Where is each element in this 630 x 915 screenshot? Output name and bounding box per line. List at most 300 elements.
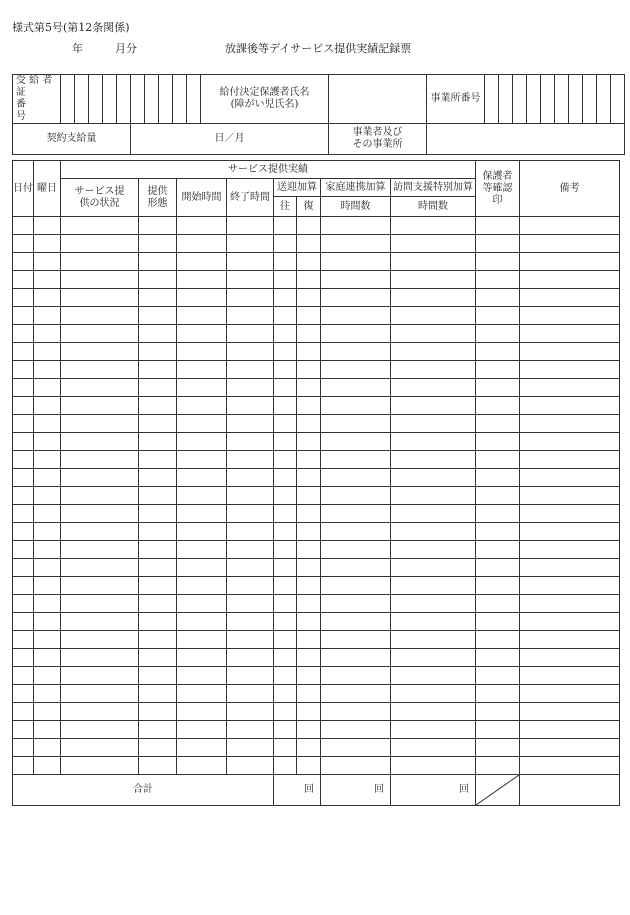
provision-form-cell[interactable] bbox=[139, 757, 177, 775]
family-hours-cell[interactable] bbox=[321, 343, 391, 361]
visit-hours-cell[interactable] bbox=[391, 271, 476, 289]
end-time-cell[interactable] bbox=[227, 343, 274, 361]
end-time-cell[interactable] bbox=[227, 271, 274, 289]
provision-form-cell[interactable] bbox=[139, 307, 177, 325]
remarks-cell[interactable] bbox=[520, 343, 620, 361]
provision-form-cell[interactable] bbox=[139, 541, 177, 559]
visit-hours-cell[interactable] bbox=[391, 595, 476, 613]
family-hours-cell[interactable] bbox=[321, 289, 391, 307]
start-time-cell[interactable] bbox=[177, 487, 227, 505]
date-cell[interactable] bbox=[13, 271, 34, 289]
guardian-confirm-cell[interactable] bbox=[476, 217, 520, 235]
date-cell[interactable] bbox=[13, 739, 34, 757]
office-number-digit[interactable] bbox=[485, 75, 499, 124]
outbound-cell[interactable] bbox=[274, 505, 297, 523]
date-cell[interactable] bbox=[13, 631, 34, 649]
weekday-cell[interactable] bbox=[34, 289, 61, 307]
start-time-cell[interactable] bbox=[177, 613, 227, 631]
return-cell[interactable] bbox=[297, 613, 321, 631]
provision-form-cell[interactable] bbox=[139, 721, 177, 739]
date-cell[interactable] bbox=[13, 541, 34, 559]
date-cell[interactable] bbox=[13, 361, 34, 379]
remarks-cell[interactable] bbox=[520, 379, 620, 397]
office-number-digit[interactable] bbox=[597, 75, 611, 124]
provision-form-cell[interactable] bbox=[139, 379, 177, 397]
date-cell[interactable] bbox=[13, 433, 34, 451]
start-time-cell[interactable] bbox=[177, 307, 227, 325]
family-hours-cell[interactable] bbox=[321, 325, 391, 343]
remarks-cell[interactable] bbox=[520, 397, 620, 415]
guardian-confirm-cell[interactable] bbox=[476, 289, 520, 307]
guardian-confirm-cell[interactable] bbox=[476, 541, 520, 559]
recipient-number-digit[interactable] bbox=[187, 75, 201, 124]
date-cell[interactable] bbox=[13, 685, 34, 703]
recipient-number-digit[interactable] bbox=[103, 75, 117, 124]
office-number-digit[interactable] bbox=[541, 75, 555, 124]
remarks-cell[interactable] bbox=[520, 253, 620, 271]
visit-hours-cell[interactable] bbox=[391, 361, 476, 379]
provision-form-cell[interactable] bbox=[139, 595, 177, 613]
end-time-cell[interactable] bbox=[227, 217, 274, 235]
date-cell[interactable] bbox=[13, 505, 34, 523]
weekday-cell[interactable] bbox=[34, 505, 61, 523]
recipient-number-digit[interactable] bbox=[75, 75, 89, 124]
end-time-cell[interactable] bbox=[227, 289, 274, 307]
office-number-digit[interactable] bbox=[513, 75, 527, 124]
visit-hours-cell[interactable] bbox=[391, 505, 476, 523]
outbound-cell[interactable] bbox=[274, 487, 297, 505]
date-cell[interactable] bbox=[13, 487, 34, 505]
weekday-cell[interactable] bbox=[34, 235, 61, 253]
provision-form-cell[interactable] bbox=[139, 325, 177, 343]
service-status-cell[interactable] bbox=[61, 379, 139, 397]
family-hours-cell[interactable] bbox=[321, 613, 391, 631]
provision-form-cell[interactable] bbox=[139, 253, 177, 271]
date-cell[interactable] bbox=[13, 667, 34, 685]
date-cell[interactable] bbox=[13, 451, 34, 469]
remarks-cell[interactable] bbox=[520, 235, 620, 253]
return-cell[interactable] bbox=[297, 235, 321, 253]
remarks-cell[interactable] bbox=[520, 667, 620, 685]
visit-hours-cell[interactable] bbox=[391, 253, 476, 271]
end-time-cell[interactable] bbox=[227, 595, 274, 613]
return-cell[interactable] bbox=[297, 685, 321, 703]
end-time-cell[interactable] bbox=[227, 325, 274, 343]
date-cell[interactable] bbox=[13, 217, 34, 235]
family-hours-cell[interactable] bbox=[321, 559, 391, 577]
outbound-cell[interactable] bbox=[274, 523, 297, 541]
end-time-cell[interactable] bbox=[227, 523, 274, 541]
guardian-confirm-cell[interactable] bbox=[476, 577, 520, 595]
remarks-cell[interactable] bbox=[520, 307, 620, 325]
recipient-number-digit[interactable] bbox=[89, 75, 103, 124]
outbound-cell[interactable] bbox=[274, 739, 297, 757]
visit-hours-cell[interactable] bbox=[391, 739, 476, 757]
outbound-cell[interactable] bbox=[274, 703, 297, 721]
start-time-cell[interactable] bbox=[177, 235, 227, 253]
provision-form-cell[interactable] bbox=[139, 415, 177, 433]
start-time-cell[interactable] bbox=[177, 271, 227, 289]
service-status-cell[interactable] bbox=[61, 397, 139, 415]
remarks-cell[interactable] bbox=[520, 523, 620, 541]
outbound-cell[interactable] bbox=[274, 721, 297, 739]
service-status-cell[interactable] bbox=[61, 739, 139, 757]
service-status-cell[interactable] bbox=[61, 253, 139, 271]
family-hours-cell[interactable] bbox=[321, 361, 391, 379]
provision-form-cell[interactable] bbox=[139, 505, 177, 523]
end-time-cell[interactable] bbox=[227, 451, 274, 469]
remarks-cell[interactable] bbox=[520, 415, 620, 433]
start-time-cell[interactable] bbox=[177, 541, 227, 559]
office-number-digit[interactable] bbox=[611, 75, 625, 124]
weekday-cell[interactable] bbox=[34, 451, 61, 469]
service-status-cell[interactable] bbox=[61, 217, 139, 235]
return-cell[interactable] bbox=[297, 577, 321, 595]
service-status-cell[interactable] bbox=[61, 235, 139, 253]
outbound-cell[interactable] bbox=[274, 577, 297, 595]
return-cell[interactable] bbox=[297, 631, 321, 649]
outbound-cell[interactable] bbox=[274, 325, 297, 343]
date-cell[interactable] bbox=[13, 559, 34, 577]
guardian-confirm-cell[interactable] bbox=[476, 649, 520, 667]
remarks-cell[interactable] bbox=[520, 577, 620, 595]
family-hours-cell[interactable] bbox=[321, 577, 391, 595]
provision-form-cell[interactable] bbox=[139, 739, 177, 757]
outbound-cell[interactable] bbox=[274, 649, 297, 667]
office-number-digit[interactable] bbox=[527, 75, 541, 124]
contract-amount-field[interactable] bbox=[131, 124, 329, 155]
service-status-cell[interactable] bbox=[61, 541, 139, 559]
visit-hours-cell[interactable] bbox=[391, 307, 476, 325]
outbound-cell[interactable] bbox=[274, 451, 297, 469]
end-time-cell[interactable] bbox=[227, 469, 274, 487]
date-cell[interactable] bbox=[13, 649, 34, 667]
guardian-confirm-cell[interactable] bbox=[476, 613, 520, 631]
office-number-digit[interactable] bbox=[583, 75, 597, 124]
return-cell[interactable] bbox=[297, 433, 321, 451]
visit-hours-cell[interactable] bbox=[391, 721, 476, 739]
weekday-cell[interactable] bbox=[34, 559, 61, 577]
start-time-cell[interactable] bbox=[177, 739, 227, 757]
visit-hours-cell[interactable] bbox=[391, 685, 476, 703]
family-hours-cell[interactable] bbox=[321, 739, 391, 757]
outbound-cell[interactable] bbox=[274, 469, 297, 487]
end-time-cell[interactable] bbox=[227, 685, 274, 703]
date-cell[interactable] bbox=[13, 307, 34, 325]
provision-form-cell[interactable] bbox=[139, 217, 177, 235]
end-time-cell[interactable] bbox=[227, 487, 274, 505]
family-hours-cell[interactable] bbox=[321, 631, 391, 649]
recipient-number-digit[interactable] bbox=[131, 75, 145, 124]
service-status-cell[interactable] bbox=[61, 523, 139, 541]
weekday-cell[interactable] bbox=[34, 397, 61, 415]
return-cell[interactable] bbox=[297, 343, 321, 361]
remarks-cell[interactable] bbox=[520, 739, 620, 757]
provision-form-cell[interactable] bbox=[139, 469, 177, 487]
remarks-cell[interactable] bbox=[520, 361, 620, 379]
guardian-confirm-cell[interactable] bbox=[476, 559, 520, 577]
service-status-cell[interactable] bbox=[61, 505, 139, 523]
service-status-cell[interactable] bbox=[61, 667, 139, 685]
start-time-cell[interactable] bbox=[177, 217, 227, 235]
end-time-cell[interactable] bbox=[227, 505, 274, 523]
guardian-confirm-cell[interactable] bbox=[476, 451, 520, 469]
end-time-cell[interactable] bbox=[227, 397, 274, 415]
service-status-cell[interactable] bbox=[61, 487, 139, 505]
family-hours-cell[interactable] bbox=[321, 433, 391, 451]
end-time-cell[interactable] bbox=[227, 721, 274, 739]
guardian-confirm-cell[interactable] bbox=[476, 235, 520, 253]
end-time-cell[interactable] bbox=[227, 307, 274, 325]
provision-form-cell[interactable] bbox=[139, 289, 177, 307]
weekday-cell[interactable] bbox=[34, 469, 61, 487]
service-status-cell[interactable] bbox=[61, 415, 139, 433]
outbound-cell[interactable] bbox=[274, 289, 297, 307]
visit-hours-cell[interactable] bbox=[391, 397, 476, 415]
family-hours-cell[interactable] bbox=[321, 271, 391, 289]
date-cell[interactable] bbox=[13, 253, 34, 271]
provision-form-cell[interactable] bbox=[139, 433, 177, 451]
return-cell[interactable] bbox=[297, 595, 321, 613]
guardian-confirm-cell[interactable] bbox=[476, 487, 520, 505]
visit-hours-cell[interactable] bbox=[391, 577, 476, 595]
weekday-cell[interactable] bbox=[34, 613, 61, 631]
visit-hours-cell[interactable] bbox=[391, 487, 476, 505]
provision-form-cell[interactable] bbox=[139, 397, 177, 415]
start-time-cell[interactable] bbox=[177, 523, 227, 541]
visit-hours-cell[interactable] bbox=[391, 757, 476, 775]
end-time-cell[interactable] bbox=[227, 541, 274, 559]
provision-form-cell[interactable] bbox=[139, 559, 177, 577]
return-cell[interactable] bbox=[297, 289, 321, 307]
guardian-confirm-cell[interactable] bbox=[476, 631, 520, 649]
start-time-cell[interactable] bbox=[177, 397, 227, 415]
service-status-cell[interactable] bbox=[61, 271, 139, 289]
provision-form-cell[interactable] bbox=[139, 577, 177, 595]
visit-hours-cell[interactable] bbox=[391, 703, 476, 721]
weekday-cell[interactable] bbox=[34, 631, 61, 649]
return-cell[interactable] bbox=[297, 253, 321, 271]
guardian-confirm-cell[interactable] bbox=[476, 469, 520, 487]
total-transport-count[interactable] bbox=[274, 775, 321, 806]
remarks-cell[interactable] bbox=[520, 559, 620, 577]
provision-form-cell[interactable] bbox=[139, 451, 177, 469]
weekday-cell[interactable] bbox=[34, 307, 61, 325]
guardian-confirm-cell[interactable] bbox=[476, 415, 520, 433]
service-status-cell[interactable] bbox=[61, 685, 139, 703]
remarks-cell[interactable] bbox=[520, 505, 620, 523]
remarks-cell[interactable] bbox=[520, 685, 620, 703]
service-status-cell[interactable] bbox=[61, 325, 139, 343]
remarks-cell[interactable] bbox=[520, 613, 620, 631]
outbound-cell[interactable] bbox=[274, 307, 297, 325]
return-cell[interactable] bbox=[297, 757, 321, 775]
remarks-cell[interactable] bbox=[520, 541, 620, 559]
outbound-cell[interactable] bbox=[274, 541, 297, 559]
family-hours-cell[interactable] bbox=[321, 487, 391, 505]
guardian-confirm-cell[interactable] bbox=[476, 523, 520, 541]
end-time-cell[interactable] bbox=[227, 235, 274, 253]
date-cell[interactable] bbox=[13, 343, 34, 361]
family-hours-cell[interactable] bbox=[321, 595, 391, 613]
return-cell[interactable] bbox=[297, 649, 321, 667]
return-cell[interactable] bbox=[297, 559, 321, 577]
service-status-cell[interactable] bbox=[61, 559, 139, 577]
start-time-cell[interactable] bbox=[177, 595, 227, 613]
return-cell[interactable] bbox=[297, 451, 321, 469]
return-cell[interactable] bbox=[297, 541, 321, 559]
guardian-confirm-cell[interactable] bbox=[476, 271, 520, 289]
visit-hours-cell[interactable] bbox=[391, 217, 476, 235]
end-time-cell[interactable] bbox=[227, 559, 274, 577]
outbound-cell[interactable] bbox=[274, 631, 297, 649]
return-cell[interactable] bbox=[297, 361, 321, 379]
guardian-confirm-cell[interactable] bbox=[476, 667, 520, 685]
service-status-cell[interactable] bbox=[61, 703, 139, 721]
weekday-cell[interactable] bbox=[34, 685, 61, 703]
start-time-cell[interactable] bbox=[177, 379, 227, 397]
start-time-cell[interactable] bbox=[177, 289, 227, 307]
operator-field[interactable] bbox=[427, 124, 625, 155]
family-hours-cell[interactable] bbox=[321, 307, 391, 325]
weekday-cell[interactable] bbox=[34, 721, 61, 739]
guardian-confirm-cell[interactable] bbox=[476, 757, 520, 775]
guardian-confirm-cell[interactable] bbox=[476, 739, 520, 757]
provision-form-cell[interactable] bbox=[139, 235, 177, 253]
remarks-cell[interactable] bbox=[520, 451, 620, 469]
start-time-cell[interactable] bbox=[177, 649, 227, 667]
start-time-cell[interactable] bbox=[177, 415, 227, 433]
weekday-cell[interactable] bbox=[34, 577, 61, 595]
visit-hours-cell[interactable] bbox=[391, 289, 476, 307]
remarks-cell[interactable] bbox=[520, 469, 620, 487]
family-hours-cell[interactable] bbox=[321, 217, 391, 235]
date-cell[interactable] bbox=[13, 379, 34, 397]
service-status-cell[interactable] bbox=[61, 757, 139, 775]
start-time-cell[interactable] bbox=[177, 469, 227, 487]
end-time-cell[interactable] bbox=[227, 667, 274, 685]
date-cell[interactable] bbox=[13, 721, 34, 739]
visit-hours-cell[interactable] bbox=[391, 469, 476, 487]
office-number-digit[interactable] bbox=[499, 75, 513, 124]
return-cell[interactable] bbox=[297, 217, 321, 235]
date-cell[interactable] bbox=[13, 289, 34, 307]
start-time-cell[interactable] bbox=[177, 577, 227, 595]
recipient-number-digit[interactable] bbox=[117, 75, 131, 124]
service-status-cell[interactable] bbox=[61, 469, 139, 487]
provision-form-cell[interactable] bbox=[139, 685, 177, 703]
guardian-confirm-cell[interactable] bbox=[476, 595, 520, 613]
family-hours-cell[interactable] bbox=[321, 685, 391, 703]
remarks-cell[interactable] bbox=[520, 649, 620, 667]
outbound-cell[interactable] bbox=[274, 685, 297, 703]
end-time-cell[interactable] bbox=[227, 433, 274, 451]
family-hours-cell[interactable] bbox=[321, 523, 391, 541]
end-time-cell[interactable] bbox=[227, 253, 274, 271]
family-hours-cell[interactable] bbox=[321, 667, 391, 685]
weekday-cell[interactable] bbox=[34, 325, 61, 343]
outbound-cell[interactable] bbox=[274, 757, 297, 775]
provision-form-cell[interactable] bbox=[139, 613, 177, 631]
provision-form-cell[interactable] bbox=[139, 703, 177, 721]
weekday-cell[interactable] bbox=[34, 523, 61, 541]
family-hours-cell[interactable] bbox=[321, 451, 391, 469]
weekday-cell[interactable] bbox=[34, 541, 61, 559]
weekday-cell[interactable] bbox=[34, 379, 61, 397]
remarks-cell[interactable] bbox=[520, 325, 620, 343]
guardian-confirm-cell[interactable] bbox=[476, 397, 520, 415]
remarks-cell[interactable] bbox=[520, 721, 620, 739]
outbound-cell[interactable] bbox=[274, 271, 297, 289]
provision-form-cell[interactable] bbox=[139, 343, 177, 361]
weekday-cell[interactable] bbox=[34, 433, 61, 451]
weekday-cell[interactable] bbox=[34, 217, 61, 235]
recipient-number-digit[interactable] bbox=[159, 75, 173, 124]
visit-hours-cell[interactable] bbox=[391, 541, 476, 559]
start-time-cell[interactable] bbox=[177, 343, 227, 361]
family-hours-cell[interactable] bbox=[321, 505, 391, 523]
weekday-cell[interactable] bbox=[34, 343, 61, 361]
date-cell[interactable] bbox=[13, 415, 34, 433]
return-cell[interactable] bbox=[297, 505, 321, 523]
guardian-confirm-cell[interactable] bbox=[476, 325, 520, 343]
outbound-cell[interactable] bbox=[274, 397, 297, 415]
outbound-cell[interactable] bbox=[274, 361, 297, 379]
start-time-cell[interactable] bbox=[177, 325, 227, 343]
end-time-cell[interactable] bbox=[227, 415, 274, 433]
start-time-cell[interactable] bbox=[177, 757, 227, 775]
guardian-confirm-cell[interactable] bbox=[476, 721, 520, 739]
guardian-confirm-cell[interactable] bbox=[476, 433, 520, 451]
visit-hours-cell[interactable] bbox=[391, 523, 476, 541]
start-time-cell[interactable] bbox=[177, 559, 227, 577]
return-cell[interactable] bbox=[297, 415, 321, 433]
guardian-confirm-cell[interactable] bbox=[476, 253, 520, 271]
guardian-name-field[interactable] bbox=[329, 75, 427, 124]
end-time-cell[interactable] bbox=[227, 631, 274, 649]
visit-hours-cell[interactable] bbox=[391, 451, 476, 469]
family-hours-cell[interactable] bbox=[321, 541, 391, 559]
guardian-confirm-cell[interactable] bbox=[476, 685, 520, 703]
service-status-cell[interactable] bbox=[61, 721, 139, 739]
return-cell[interactable] bbox=[297, 703, 321, 721]
family-hours-cell[interactable] bbox=[321, 721, 391, 739]
outbound-cell[interactable] bbox=[274, 433, 297, 451]
service-status-cell[interactable] bbox=[61, 307, 139, 325]
return-cell[interactable] bbox=[297, 523, 321, 541]
end-time-cell[interactable] bbox=[227, 379, 274, 397]
visit-hours-cell[interactable] bbox=[391, 379, 476, 397]
service-status-cell[interactable] bbox=[61, 343, 139, 361]
end-time-cell[interactable] bbox=[227, 361, 274, 379]
outbound-cell[interactable] bbox=[274, 559, 297, 577]
service-status-cell[interactable] bbox=[61, 451, 139, 469]
return-cell[interactable] bbox=[297, 325, 321, 343]
office-number-digit[interactable] bbox=[569, 75, 583, 124]
family-hours-cell[interactable] bbox=[321, 415, 391, 433]
date-cell[interactable] bbox=[13, 703, 34, 721]
remarks-cell[interactable] bbox=[520, 631, 620, 649]
date-cell[interactable] bbox=[13, 613, 34, 631]
start-time-cell[interactable] bbox=[177, 721, 227, 739]
remarks-cell[interactable] bbox=[520, 433, 620, 451]
recipient-number-digit[interactable] bbox=[145, 75, 159, 124]
family-hours-cell[interactable] bbox=[321, 649, 391, 667]
family-hours-cell[interactable] bbox=[321, 757, 391, 775]
start-time-cell[interactable] bbox=[177, 451, 227, 469]
family-hours-cell[interactable] bbox=[321, 379, 391, 397]
service-status-cell[interactable] bbox=[61, 631, 139, 649]
